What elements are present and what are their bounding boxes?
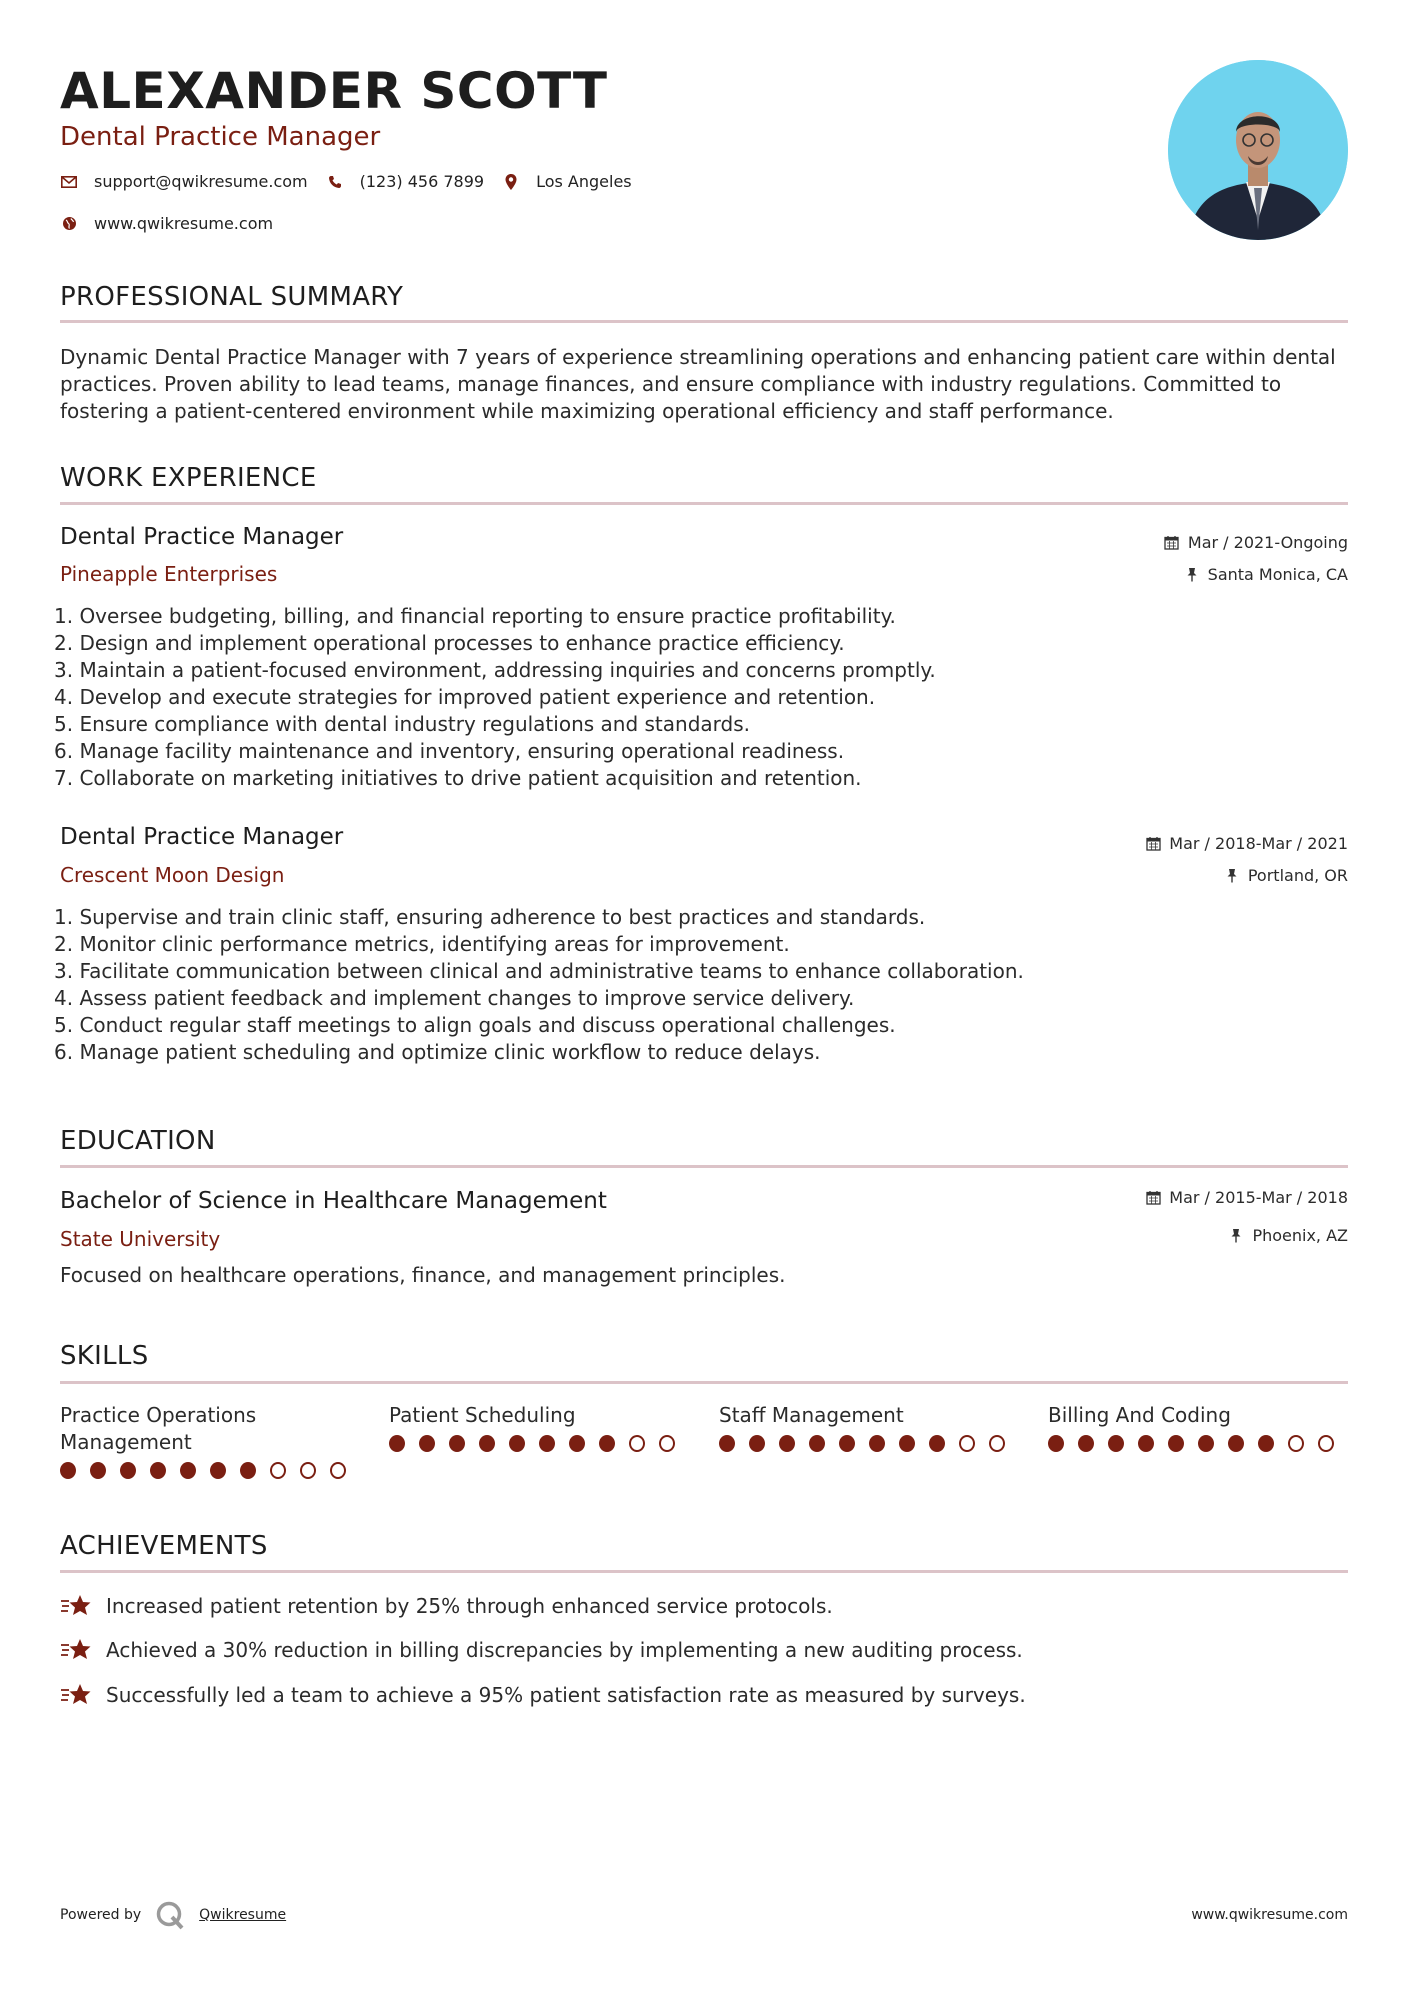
- skill-item: [60, 1402, 360, 1479]
- rating-dot-filled: [839, 1435, 855, 1452]
- rating-dot-filled: [1048, 1435, 1064, 1452]
- skill-item: [389, 1402, 689, 1452]
- skills-divider: [60, 1381, 1348, 1384]
- rating-dot-empty: [330, 1462, 346, 1479]
- rating-dot-filled: [869, 1435, 885, 1452]
- rating-dot-filled: [1198, 1435, 1214, 1452]
- skill-label: Staff Management: [719, 1403, 904, 1427]
- rating-dot-filled: [449, 1435, 465, 1452]
- email-text: support@qwikresume.com: [94, 172, 308, 191]
- skill-rating: [60, 1462, 360, 1479]
- education-divider: [60, 1165, 1348, 1168]
- qwikresume-logo-icon: [155, 1900, 185, 1930]
- map-pin-icon: [502, 173, 520, 191]
- rating-dot-filled: [150, 1462, 166, 1479]
- contact-row-1: [60, 172, 650, 191]
- rating-dot-empty: [270, 1462, 286, 1479]
- job-title: Dental Practice Manager: [60, 524, 344, 550]
- rating-dot-filled: [240, 1462, 256, 1479]
- rating-dot-filled: [929, 1435, 945, 1452]
- rating-dot-filled: [1078, 1435, 1094, 1452]
- candidate-name: ALEXANDER SCOTT: [60, 62, 608, 120]
- footer-site-link[interactable]: www.qwikresume.com: [1191, 1907, 1348, 1923]
- person-photo-icon: [1168, 60, 1348, 240]
- rating-dot-empty: [300, 1462, 316, 1479]
- phone-contact[interactable]: [326, 172, 484, 191]
- pushpin-icon: [1184, 567, 1200, 583]
- list-item: 7. Collaborate on marketing initiatives to drive patient acquisition and retention.: [54, 766, 862, 790]
- education-dates: [1145, 1188, 1348, 1207]
- rating-dot-filled: [1108, 1435, 1124, 1452]
- job-dates-text: Mar / 2021-Ongoing: [1187, 533, 1348, 552]
- job-dates: [1164, 533, 1348, 552]
- rating-dot-empty: [959, 1435, 975, 1452]
- job-dates-text: Mar / 2018-Mar / 2021: [1169, 834, 1348, 853]
- job-location-text: Portland, OR: [1247, 866, 1348, 885]
- achievements-divider: [60, 1570, 1348, 1573]
- education-dates-text: Mar / 2015-Mar / 2018: [1169, 1188, 1348, 1207]
- rating-dot-filled: [419, 1435, 435, 1452]
- rating-dot-filled: [1168, 1435, 1184, 1452]
- skills-heading: SKILLS: [60, 1341, 149, 1371]
- rating-dot-filled: [389, 1435, 405, 1452]
- education-description: Focused on healthcare operations, finance, and management principles.: [60, 1263, 786, 1287]
- list-item: 6. Manage facility maintenance and inventory, ensuring operational readiness.: [54, 739, 845, 763]
- company-name: Crescent Moon Design: [60, 863, 285, 887]
- contact-row-2: [60, 214, 291, 233]
- pushpin-icon: [1228, 1228, 1244, 1244]
- rating-dot-filled: [479, 1435, 495, 1452]
- education-location: [1228, 1226, 1348, 1245]
- candidate-role: Dental Practice Manager: [60, 122, 381, 152]
- skill-label: Practice Operations Management: [60, 1403, 257, 1454]
- pushpin-icon: [1224, 868, 1240, 884]
- list-item: 4. Assess patient feedback and implement changes to improve service delivery.: [54, 986, 855, 1010]
- skill-item: [719, 1402, 1019, 1452]
- calendar-icon: [1145, 1190, 1161, 1206]
- list-item: 1. Oversee budgeting, billing, and financial reporting to ensure practice profitability.: [54, 604, 896, 628]
- job-location: [1224, 866, 1348, 885]
- achievement-text: Increased patient retention by 25% through enhanced service protocols.: [106, 1594, 833, 1618]
- qwikresume-link[interactable]: Qwikresume: [199, 1907, 287, 1923]
- list-item: 5. Conduct regular staff meetings to align goals and discuss operational challenges.: [54, 1013, 896, 1037]
- calendar-icon: [1145, 836, 1161, 852]
- avatar: [1168, 60, 1348, 240]
- achievements-heading: ACHIEVEMENTS: [60, 1531, 268, 1561]
- envelope-icon: [60, 173, 78, 191]
- rating-dot-filled: [779, 1435, 795, 1452]
- job-responsibilities: [54, 904, 1294, 1066]
- rating-dot-filled: [90, 1462, 106, 1479]
- job-responsibilities: [54, 603, 1294, 792]
- school-name: State University: [60, 1227, 221, 1251]
- company-name: Pineapple Enterprises: [60, 562, 278, 586]
- achievement-item: [60, 1592, 833, 1620]
- star-award-icon: [60, 1636, 92, 1664]
- summary-text: Dynamic Dental Practice Manager with 7 years of experience streamlining operations and enhancing patient care within dental practices. Proven ability to lead teams, manage finances, and ensure compliance with industry regulations. Committed to fostering a patient-centered environment while maximizing operational efficiency and staff performance.: [60, 345, 1336, 423]
- summary-heading: PROFESSIONAL SUMMARY: [60, 282, 404, 312]
- job-title: Dental Practice Manager: [60, 824, 344, 850]
- summary-divider: [60, 320, 1348, 323]
- website-contact[interactable]: [60, 214, 273, 233]
- email-contact[interactable]: [60, 172, 308, 191]
- skill-rating: [1048, 1435, 1348, 1452]
- rating-dot-filled: [210, 1462, 226, 1479]
- rating-dot-filled: [899, 1435, 915, 1452]
- rating-dot-filled: [719, 1435, 735, 1452]
- website-text: www.qwikresume.com: [94, 214, 274, 233]
- list-item: 5. Ensure compliance with dental industry regulations and standards.: [54, 712, 750, 736]
- rating-dot-empty: [989, 1435, 1005, 1452]
- list-item: 3. Facilitate communication between clinical and administrative teams to enhance collaboration.: [54, 959, 1024, 983]
- achievement-item: [60, 1681, 1026, 1709]
- rating-dot-empty: [629, 1435, 645, 1452]
- job-location: [1184, 565, 1348, 584]
- skill-rating: [719, 1435, 1019, 1452]
- phone-text: (123) 456 7899: [359, 172, 485, 191]
- list-item: 3. Maintain a patient-focused environment, addressing inquiries and concerns promptly.: [54, 658, 936, 682]
- rating-dot-empty: [659, 1435, 675, 1452]
- footer-powered-by: [60, 1900, 286, 1930]
- achievement-text: Achieved a 30% reduction in billing discrepancies by implementing a new auditing process.: [106, 1638, 1023, 1662]
- list-item: 2. Design and implement operational processes to enhance practice efficiency.: [54, 631, 845, 655]
- rating-dot-filled: [809, 1435, 825, 1452]
- powered-by-label: Powered by: [60, 1907, 142, 1923]
- rating-dot-filled: [1258, 1435, 1274, 1452]
- degree-title: Bachelor of Science in Healthcare Management: [60, 1188, 607, 1214]
- star-award-icon: [60, 1681, 92, 1709]
- rating-dot-filled: [180, 1462, 196, 1479]
- rating-dot-filled: [60, 1462, 76, 1479]
- achievement-item: [60, 1636, 1023, 1664]
- skill-label: Billing And Coding: [1048, 1403, 1231, 1427]
- rating-dot-filled: [599, 1435, 615, 1452]
- rating-dot-filled: [749, 1435, 765, 1452]
- globe-icon: [60, 215, 78, 233]
- list-item: 2. Monitor clinic performance metrics, identifying areas for improvement.: [54, 932, 790, 956]
- star-award-icon: [60, 1592, 92, 1620]
- achievement-text: Successfully led a team to achieve a 95% patient satisfaction rate as measured by surveys.: [106, 1683, 1026, 1707]
- location-text: Los Angeles: [536, 172, 632, 191]
- rating-dot-filled: [120, 1462, 136, 1479]
- skill-label: Patient Scheduling: [389, 1403, 576, 1427]
- job-location-text: Santa Monica, CA: [1207, 565, 1348, 584]
- rating-dot-filled: [1228, 1435, 1244, 1452]
- rating-dot-empty: [1288, 1435, 1304, 1452]
- experience-heading: WORK EXPERIENCE: [60, 463, 317, 493]
- list-item: 4. Develop and execute strategies for improved patient experience and retention.: [54, 685, 876, 709]
- rating-dot-filled: [1138, 1435, 1154, 1452]
- phone-icon: [326, 173, 344, 191]
- skill-item: [1048, 1402, 1348, 1452]
- job-dates: [1145, 834, 1348, 853]
- experience-divider: [60, 502, 1348, 505]
- rating-dot-filled: [569, 1435, 585, 1452]
- calendar-icon: [1164, 535, 1180, 551]
- rating-dot-filled: [509, 1435, 525, 1452]
- list-item: 6. Manage patient scheduling and optimize clinic workflow to reduce delays.: [54, 1040, 821, 1064]
- education-location-text: Phoenix, AZ: [1252, 1226, 1348, 1245]
- list-item: 1. Supervise and train clinic staff, ensuring adherence to best practices and standards.: [54, 905, 926, 929]
- education-heading: EDUCATION: [60, 1126, 216, 1156]
- rating-dot-empty: [1318, 1435, 1334, 1452]
- rating-dot-filled: [539, 1435, 555, 1452]
- location-contact: [502, 172, 632, 191]
- skill-rating: [389, 1435, 689, 1452]
